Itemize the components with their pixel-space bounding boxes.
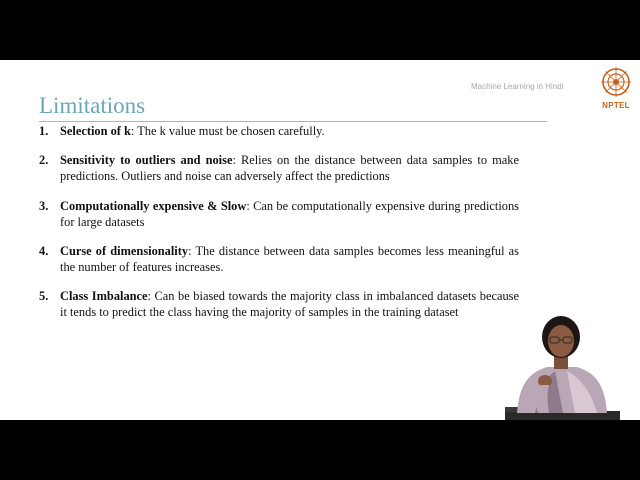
item-description: : Can be computationally expensive during predictions for large datasets [60, 199, 520, 229]
slide-title: Limitations [39, 93, 146, 118]
item-number: 1. [39, 124, 49, 138]
list-item [39, 198, 519, 230]
item-number: 2. [39, 153, 49, 167]
list-item [39, 152, 519, 184]
item-description: : Can be biased towards the majority class in imbalanced datasets because it tends to predict the class having the majority of samples in the training dataset [60, 289, 519, 319]
item-term: Selection of k [60, 124, 131, 138]
list-item [39, 243, 519, 275]
letterbox-top [0, 0, 640, 60]
item-number: 5. [39, 289, 49, 303]
item-description: : The distance between data samples becomes less meaningful as the number of features increases. [60, 244, 519, 274]
item-term: Curse of dimensionality [60, 244, 189, 258]
list-item [39, 123, 325, 139]
item-term: Sensitivity to outliers and noise [60, 153, 233, 167]
item-description: : The k value must be chosen carefully. [130, 124, 325, 138]
list-item [39, 288, 519, 320]
course-title: Machine Learning in Hindi [471, 82, 564, 91]
letterbox-bottom [0, 420, 640, 480]
item-term: Computationally expensive & Slow [60, 199, 247, 213]
item-term: Class Imbalance [60, 289, 148, 303]
title-underline [39, 121, 547, 122]
item-description: : Relies on the distance between data samples to make predictions. Outliers and noise can adversely affect the predictions [60, 153, 519, 183]
lecture-slide [0, 60, 640, 420]
nptel-logo-icon [596, 64, 636, 114]
presenter-image [505, 315, 620, 420]
item-number: 3. [39, 199, 49, 213]
logo-text: NPTEL [602, 101, 630, 110]
item-number: 4. [39, 244, 49, 258]
